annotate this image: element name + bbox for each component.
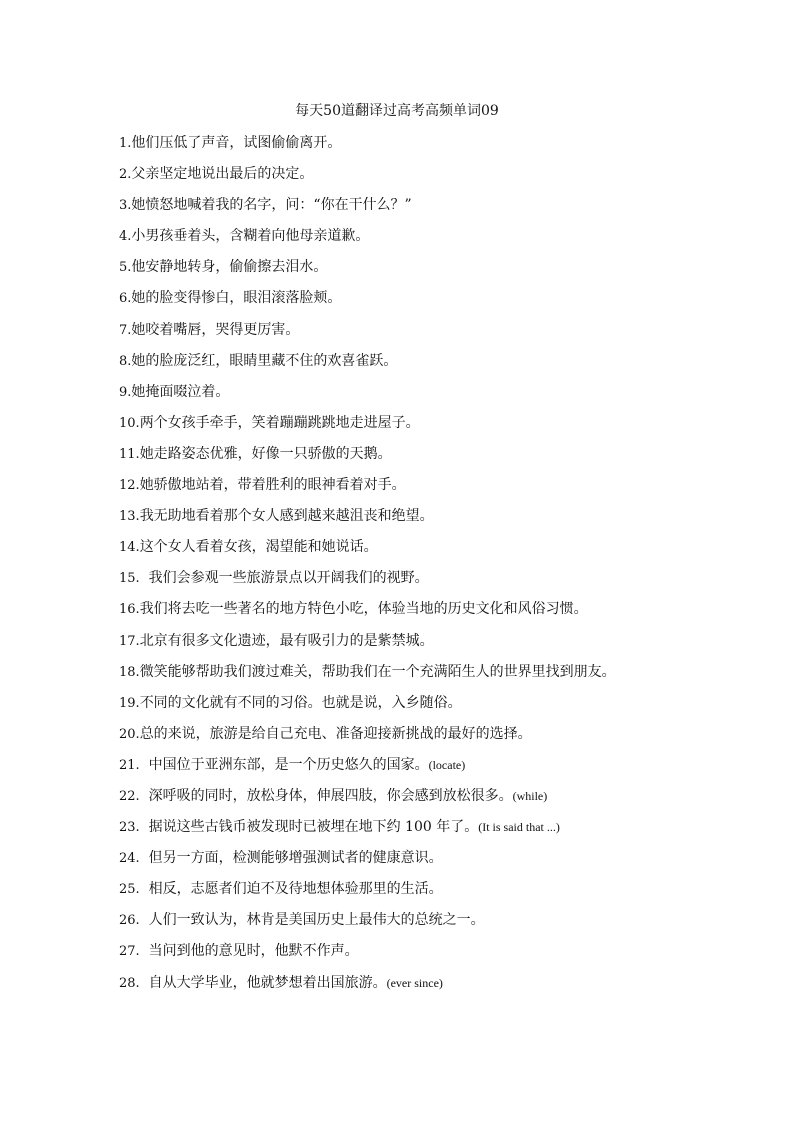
item-number: 25. (119, 882, 140, 898)
item-number: 12. (119, 478, 140, 494)
item-number: 13. (119, 509, 140, 525)
item-text: 我们将去吃一些著名的地方特色小吃，体验当地的历史文化和风俗习惯。 (139, 601, 588, 618)
list-item (119, 442, 759, 473)
list-item (119, 846, 759, 877)
list-item (119, 349, 759, 380)
item-text: 她骄傲地站着，带着胜利的眼神看着对手。 (139, 477, 406, 494)
item-text: 当问到他的意见时，他默不作声。 (139, 943, 359, 960)
list-item (119, 286, 759, 317)
item-text: 自从大学毕业，他就梦想着出国旅游。 (139, 974, 387, 991)
item-text: 两个女孩手牵手，笑着蹦蹦跳跳地走进屋子。 (139, 414, 420, 431)
item-number: 4. (119, 229, 132, 245)
item-text: 总的来说，旅游是给自己充电、准备迎接新挑战的最好的选择。 (139, 725, 532, 742)
item-text: 北京有很多文化遗迹，最有吸引力的是紫禁城。 (139, 632, 434, 649)
item-text: 他们压低了声音，试图偷偷离开。 (131, 135, 342, 151)
list-item (119, 318, 759, 349)
list-item (119, 691, 759, 722)
item-text: 深呼吸的同时，放松身体，伸展四肢，你会感到放松很多。 (139, 787, 513, 804)
list-item (119, 473, 759, 504)
list-item (119, 411, 759, 442)
item-number: 28. (119, 975, 140, 991)
item-text: 小男孩垂着头，含糊着向他母亲道歉。 (131, 228, 370, 245)
item-number: 14. (119, 540, 140, 556)
list-item (119, 939, 759, 970)
item-number: 6. (119, 291, 132, 307)
item-text: 她掩面啜泣着。 (131, 383, 230, 400)
list-item (119, 784, 759, 815)
list-item (119, 908, 759, 939)
list-item (119, 193, 759, 224)
list-item (119, 224, 759, 255)
item-text: 但另一方面，检测能够增强测试者的健康意识。 (139, 850, 443, 867)
item-number: 8. (119, 353, 132, 369)
item-text: 中国位于亚洲东部，是一个历史悠久的国家。 (139, 756, 429, 773)
item-number: 23. (119, 820, 140, 836)
item-number: 26. (119, 913, 140, 929)
item-text: 父亲坚定地说出最后的决定。 (131, 166, 314, 183)
item-text: 不同的文化就有不同的习俗。也就是说，入乡随俗。 (139, 694, 462, 711)
item-text: 我无助地看着那个女人感到越来越沮丧和绝望。 (139, 508, 434, 525)
list-item (119, 722, 759, 753)
item-number: 10. (119, 415, 140, 431)
item-hint: (locate) (428, 757, 466, 772)
item-number: 15. (119, 571, 140, 587)
list-item (119, 566, 759, 597)
item-text: 她愤怒地喊着我的名字，问：“你在干什么？” (131, 197, 412, 214)
item-number: 22. (119, 788, 140, 804)
list-item (119, 255, 759, 286)
item-number: 16. (119, 602, 140, 618)
item-text: 她的脸庞泛红，眼睛里藏不住的欢喜雀跃。 (131, 352, 398, 369)
list-item (119, 629, 759, 660)
list-item (119, 535, 759, 566)
item-number: 7. (119, 322, 132, 338)
item-text: 微笑能够帮助我们渡过难关，帮助我们在一个充满陌生人的世界里找到朋友。 (139, 663, 616, 680)
list-item (119, 162, 759, 193)
item-text: 她走路姿态优雅，好像一只骄傲的天鹅。 (139, 445, 392, 462)
list-item (119, 971, 759, 1002)
list-item (119, 504, 759, 535)
item-text: 人们一致认为，林肯是美国历史上最伟大的总统之一。 (139, 912, 485, 929)
item-number: 17. (119, 633, 140, 649)
list-item (119, 753, 759, 784)
item-number: 24. (119, 851, 140, 867)
item-text: 我们会参观一些旅游景点以开阔我们的视野。 (139, 570, 429, 587)
item-number: 3. (119, 198, 132, 214)
item-number: 1. (119, 136, 132, 151)
item-text: 据说这些古钱币被发现时已被埋在地下约 100 年了。 (139, 819, 479, 836)
item-number: 11. (119, 446, 140, 462)
sentence-list (119, 131, 759, 1002)
item-text: 这个女人看着女孩，渴望能和她说话。 (139, 539, 378, 556)
list-item (119, 380, 759, 411)
item-number: 27. (119, 944, 140, 960)
page-title: 每天50道翻译过高考高频单词09 (295, 103, 499, 119)
item-number: 21. (119, 757, 140, 773)
item-hint: (It is said that ...) (478, 820, 560, 835)
list-item (119, 597, 759, 628)
item-number: 18. (119, 664, 140, 680)
item-text: 他安静地转身，偷偷擦去泪水。 (131, 259, 328, 276)
item-text: 她咬着嘴唇，哭得更厉害。 (131, 321, 300, 338)
item-text: 相反，志愿者们迫不及待地想体验那里的生活。 (139, 881, 443, 898)
item-number: 9. (119, 384, 132, 400)
item-text: 她的脸变得惨白，眼泪滚落脸颊。 (131, 290, 342, 307)
list-item (119, 660, 759, 691)
item-hint: (while) (512, 788, 548, 803)
list-item (119, 877, 759, 908)
list-item (119, 815, 759, 846)
item-number: 19. (119, 695, 140, 711)
item-hint: (ever since) (386, 975, 443, 990)
item-number: 20. (119, 726, 140, 742)
item-number: 5. (119, 260, 132, 276)
item-number: 2. (119, 167, 132, 183)
list-item (119, 131, 759, 162)
